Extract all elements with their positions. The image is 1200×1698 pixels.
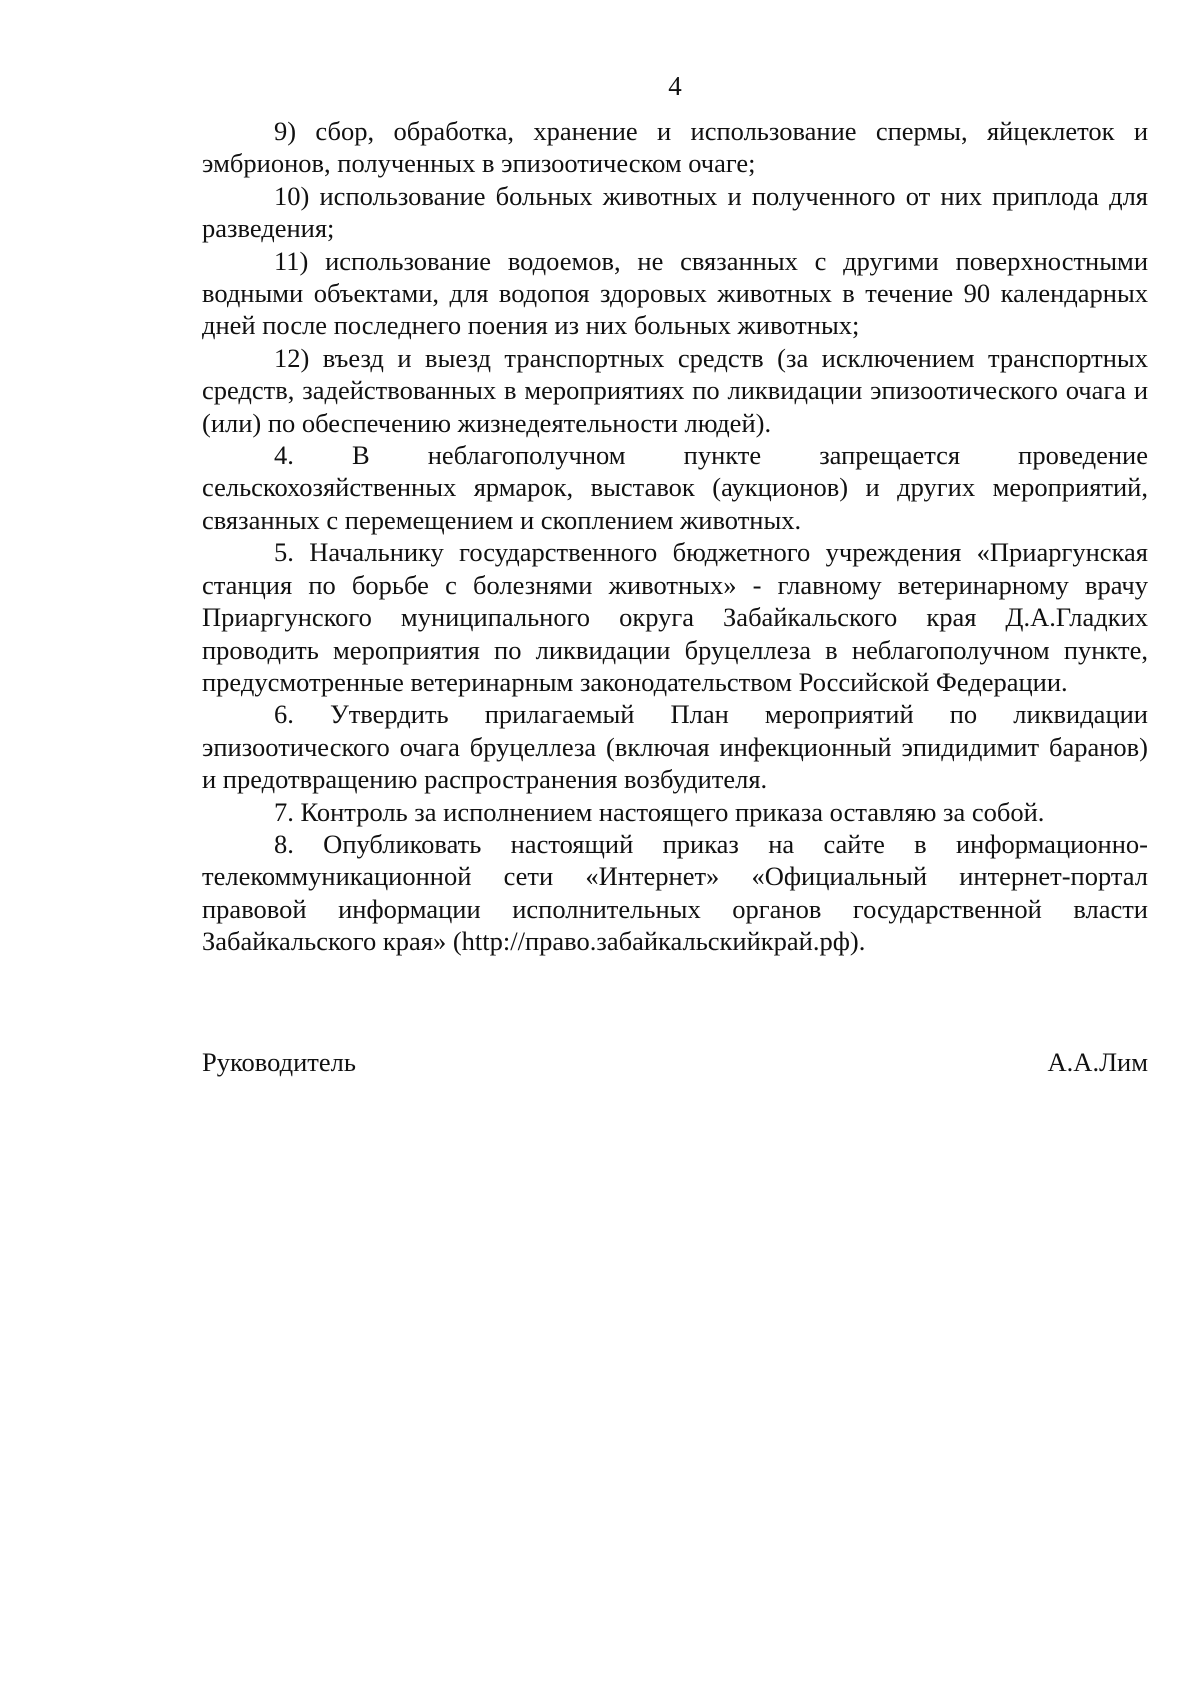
signatory-name: А.А.Лим <box>1047 1047 1148 1077</box>
paragraph-item-11: 11) использование водоемов, не связанных с другими поверхностными водными объектами, для водопоя здоровых животных в течение 90 календарных дней после последнего поения из них больных животных; <box>202 245 1148 341</box>
paragraph-item-10: 10) использование больных животных и полученного от них приплода для разведения; <box>202 180 1148 244</box>
paragraph-clause-4: 4. В неблагополучном пункте запрещается проведение сельскохозяйственных ярмарок, выставок (аукционов) и других мероприятий, связанных с перемещением и скоплением животных. <box>202 440 1148 535</box>
paragraph-clause-6: 6. Утвердить прилагаемый План мероприятий по ликвидации эпизоотического очага бруцеллеза (включая инфекционный эпидидимит баранов) и предотвращению распространения возбудителя. <box>202 699 1148 795</box>
paragraph-clause-7: 7. Контроль за исполнением настоящего приказа оставляю за собой. <box>274 796 1045 827</box>
paragraph-clause-8: 8. Опубликовать настоящий приказ на сайте в информационно-телекоммуникационной сети «Интернет» «Официальный интернет-портал правовой информации исполнительных органов государственной власти Забайкальского края» (http://право.забайкальскийкрай.рф). <box>202 828 1148 957</box>
signature-block <box>202 1046 1148 1078</box>
document-body <box>202 115 1148 958</box>
signatory-position: Руководитель <box>202 1047 356 1077</box>
paragraph-clause-5: 5. Начальнику государственного бюджетного учреждения «Приаргунская станция по борьбе с болезнями животных» - главному ветеринарному врачу Приаргунского муниципального округа Забайкальского края Д.А.Гладких проводить мероприятия по ликвидации бруцеллеза в неблагополучном пункте, предусмотренные ветеринарным законодательством Российской Федерации. <box>202 537 1148 697</box>
paragraph-item-12: 12) въезд и выезд транспортных средств (за исключением транспортных средств, задействованных в мероприятиях по ликвидации эпизоотического очага и (или) по обеспечению жизнедеятельности людей). <box>202 342 1148 438</box>
paragraph-item-9: 9) сбор, обработка, хранение и использование спермы, яйцеклеток и эмбрионов, полученных в эпизоотическом очаге; <box>202 116 1148 179</box>
page-number: 4 <box>668 71 682 101</box>
